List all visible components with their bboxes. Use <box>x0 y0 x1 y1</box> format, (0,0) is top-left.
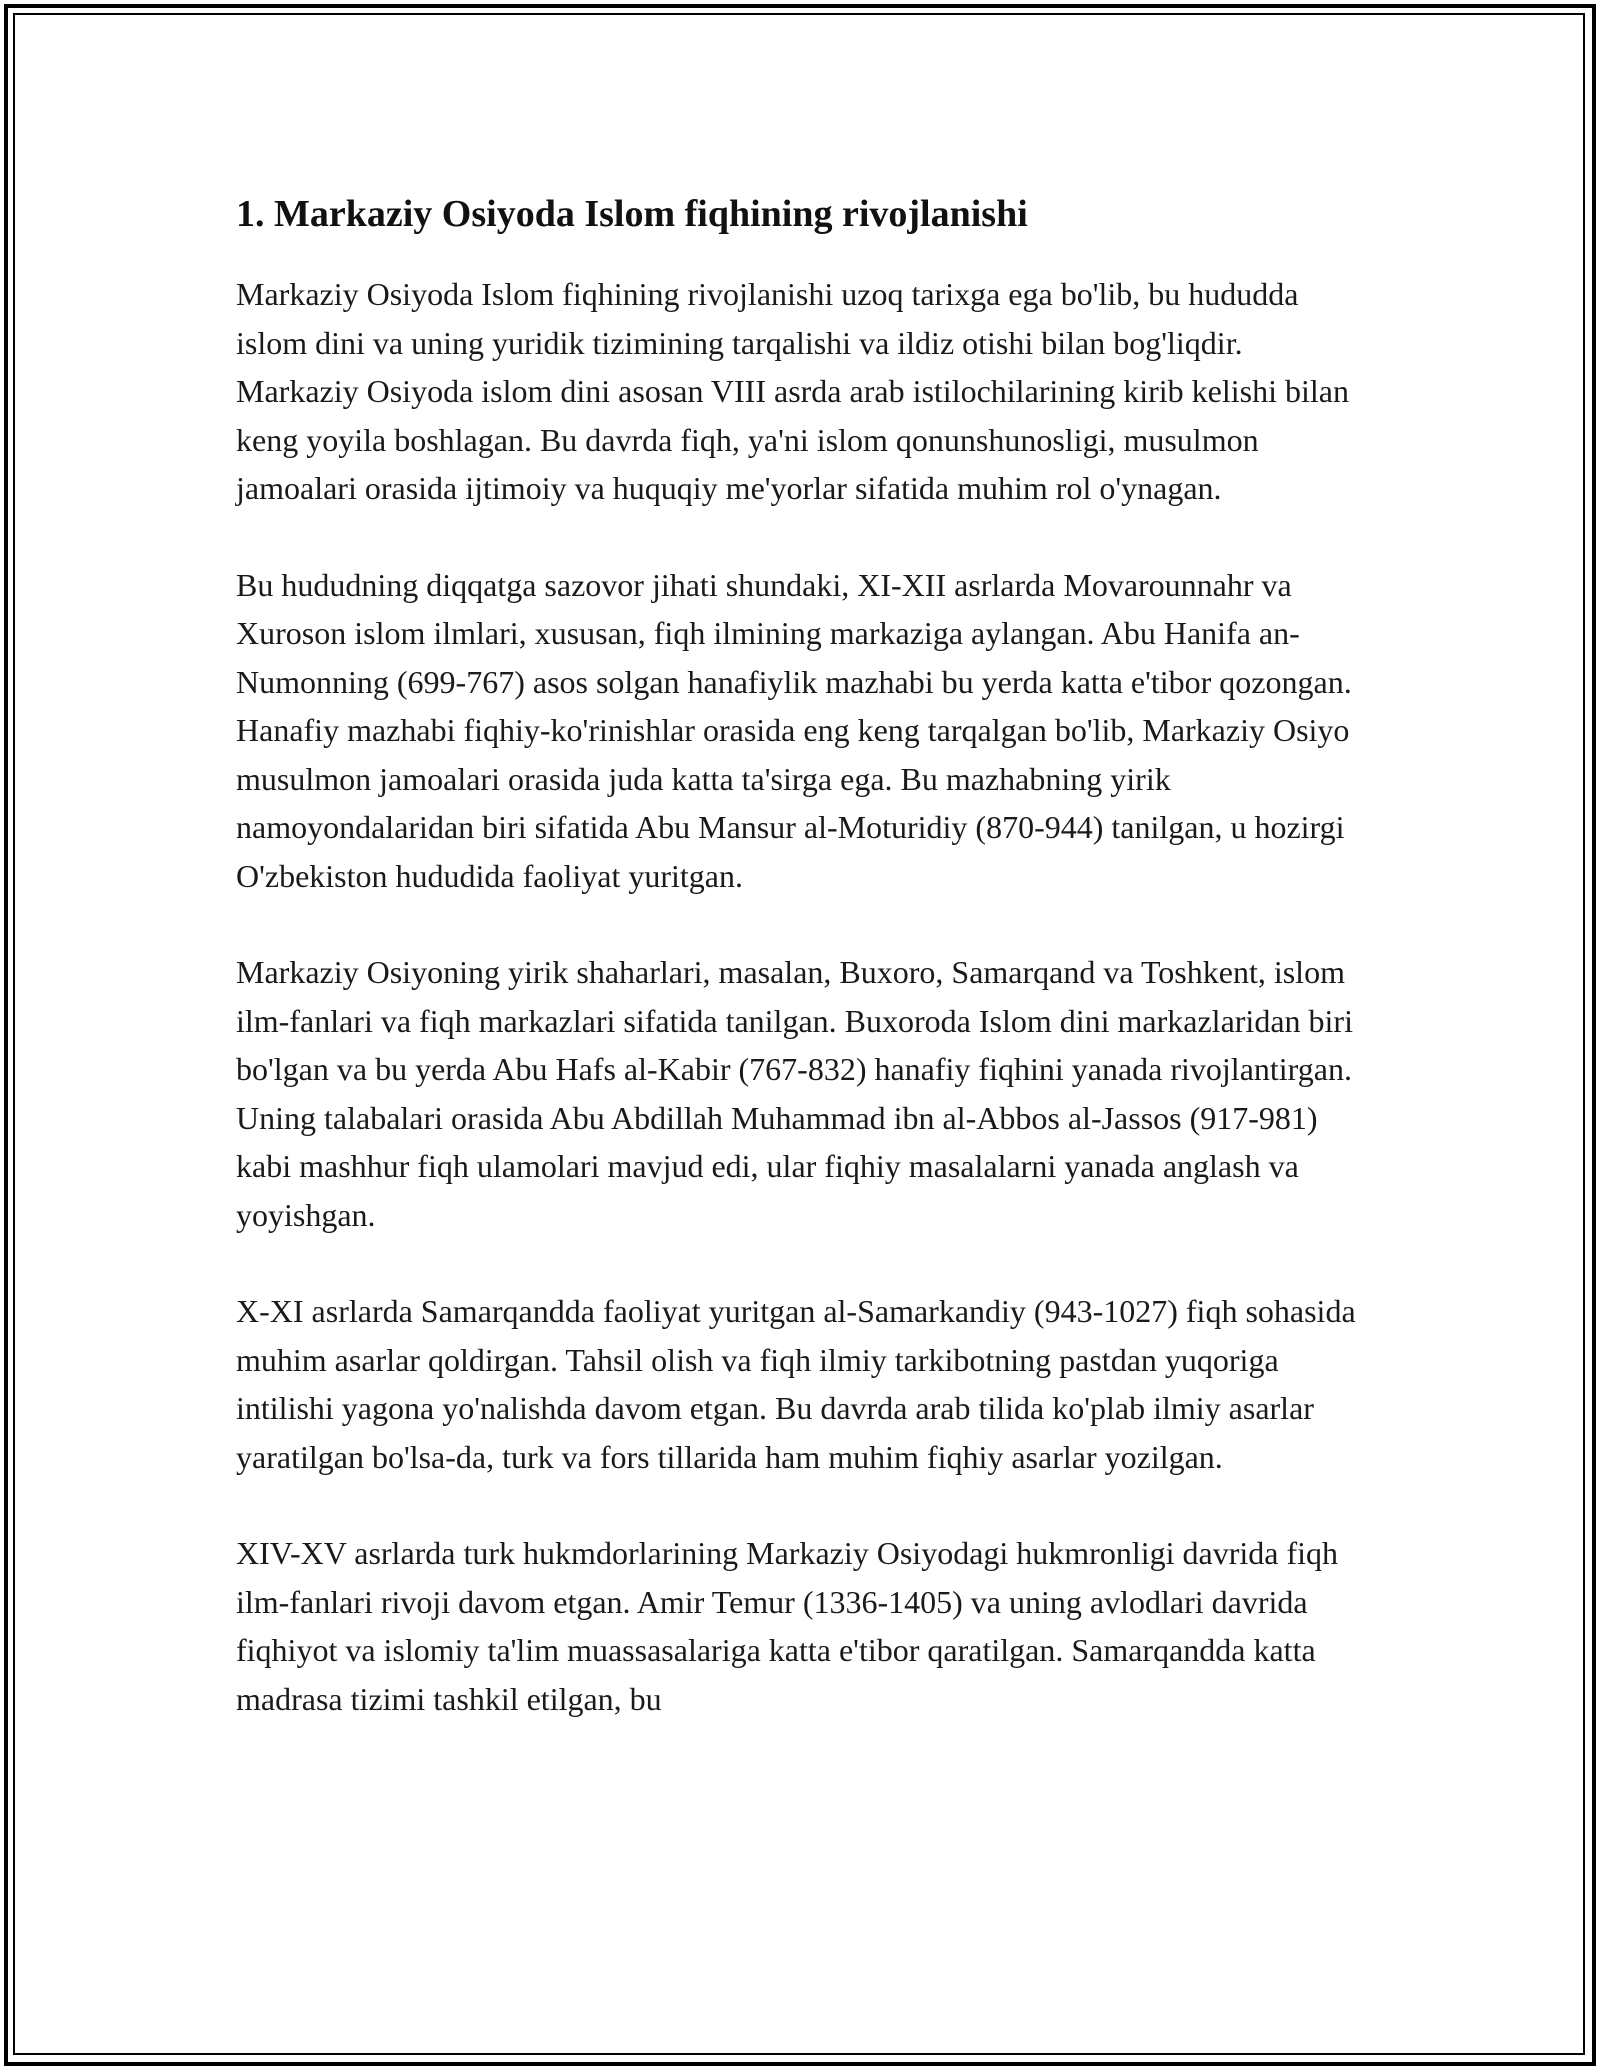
paragraph-1: Markaziy Osiyoda Islom fiqhining rivojlanishi uzoq tarixga ega bo'lib, bu hududda islom dini va uning yuridik tizimining tarqalishi va ildiz otishi bilan bog'liqdir. Markaziy Osiyoda islom dini asosan VIII asrda arab istilochilarining kirib kelishi bilan keng yoyila boshlagan. Bu davrda fiqh, ya'ni islom qonunshunosligi, musulmon jamoalari orasida ijtimoiy va huquqiy me'yorlar sifatida muhim rol o'ynagan. <box>236 276 1349 506</box>
paragraph-2: Bu hududning diqqatga sazovor jihati shundaki, XI-XII asrlarda Movarounnahr va Xuroson islom ilmlari, xususan, fiqh ilmining markaziga aylangan. Abu Hanifa an-Numonning (699-767) asos solgan hanafiylik mazhabi bu yerda katta e'tibor qozongan. Hanafiy mazhabi fiqhiy-ko'rinishlar orasida eng keng tarqalgan bo'lib, Markaziy Osiyo musulmon jamoalari orasida juda katta ta'sirga ega. Bu mazhabning yirik namoyondalaridan biri sifatida Abu Mansur al-Moturidiy (870-944) tanilgan, u hozirgi O'zbekiston hududida faoliyat yuritgan. <box>236 566 1352 894</box>
document-body <box>236 182 1366 1723</box>
paragraph-5: XIV-XV asrlarda turk hukmdorlarining Markaziy Osiyodagi hukmronligi davrida fiqh ilm-fanlari rivoji davom etgan. Amir Temur (1336-1405) va uning avlodlari davrida fiqhiyot va islomiy ta'lim muassasalariga katta e'tibor qaratilgan. Samarqandda katta madrasa tizimi tashkil etilgan, bu <box>236 1535 1338 1717</box>
section-heading: 1. Markaziy Osiyoda Islom fiqhining rivojlanishi <box>236 193 1028 235</box>
paragraph-3: Markaziy Osiyoning yirik shaharlari, masalan, Buxoro, Samarqand va Toshkent, islom ilm-fanlari va fiqh markazlari sifatida tanilgan. Buxoroda Islom dini markazlaridan biri bo'lgan va bu yerda Abu Hafs al-Kabir (767-832) hanafiy fiqhini yanada rivojlantirgan. Uning talabalari orasida Abu Abdillah Muhammad ibn al-Abbos al-Jassos (917-981) kabi mashhur fiqh ulamolari mavjud edi, ular fiqhiy masalalarni yanada anglash va yoyishgan. <box>236 954 1353 1233</box>
paragraph-4: X-XI asrlarda Samarqandda faoliyat yuritgan al-Samarkandiy (943-1027) fiqh sohasida muhim asarlar qoldirgan. Tahsil olish va fiqh ilmiy tarkibotning pastdan yuqoriga intilishi yagona yo'nalishda davom etgan. Bu davrda arab tilida ko'plab ilmiy asarlar yaratilgan bo'lsa-da, turk va fors tillarida ham muhim fiqhiy asarlar yozilgan. <box>236 1293 1356 1475</box>
